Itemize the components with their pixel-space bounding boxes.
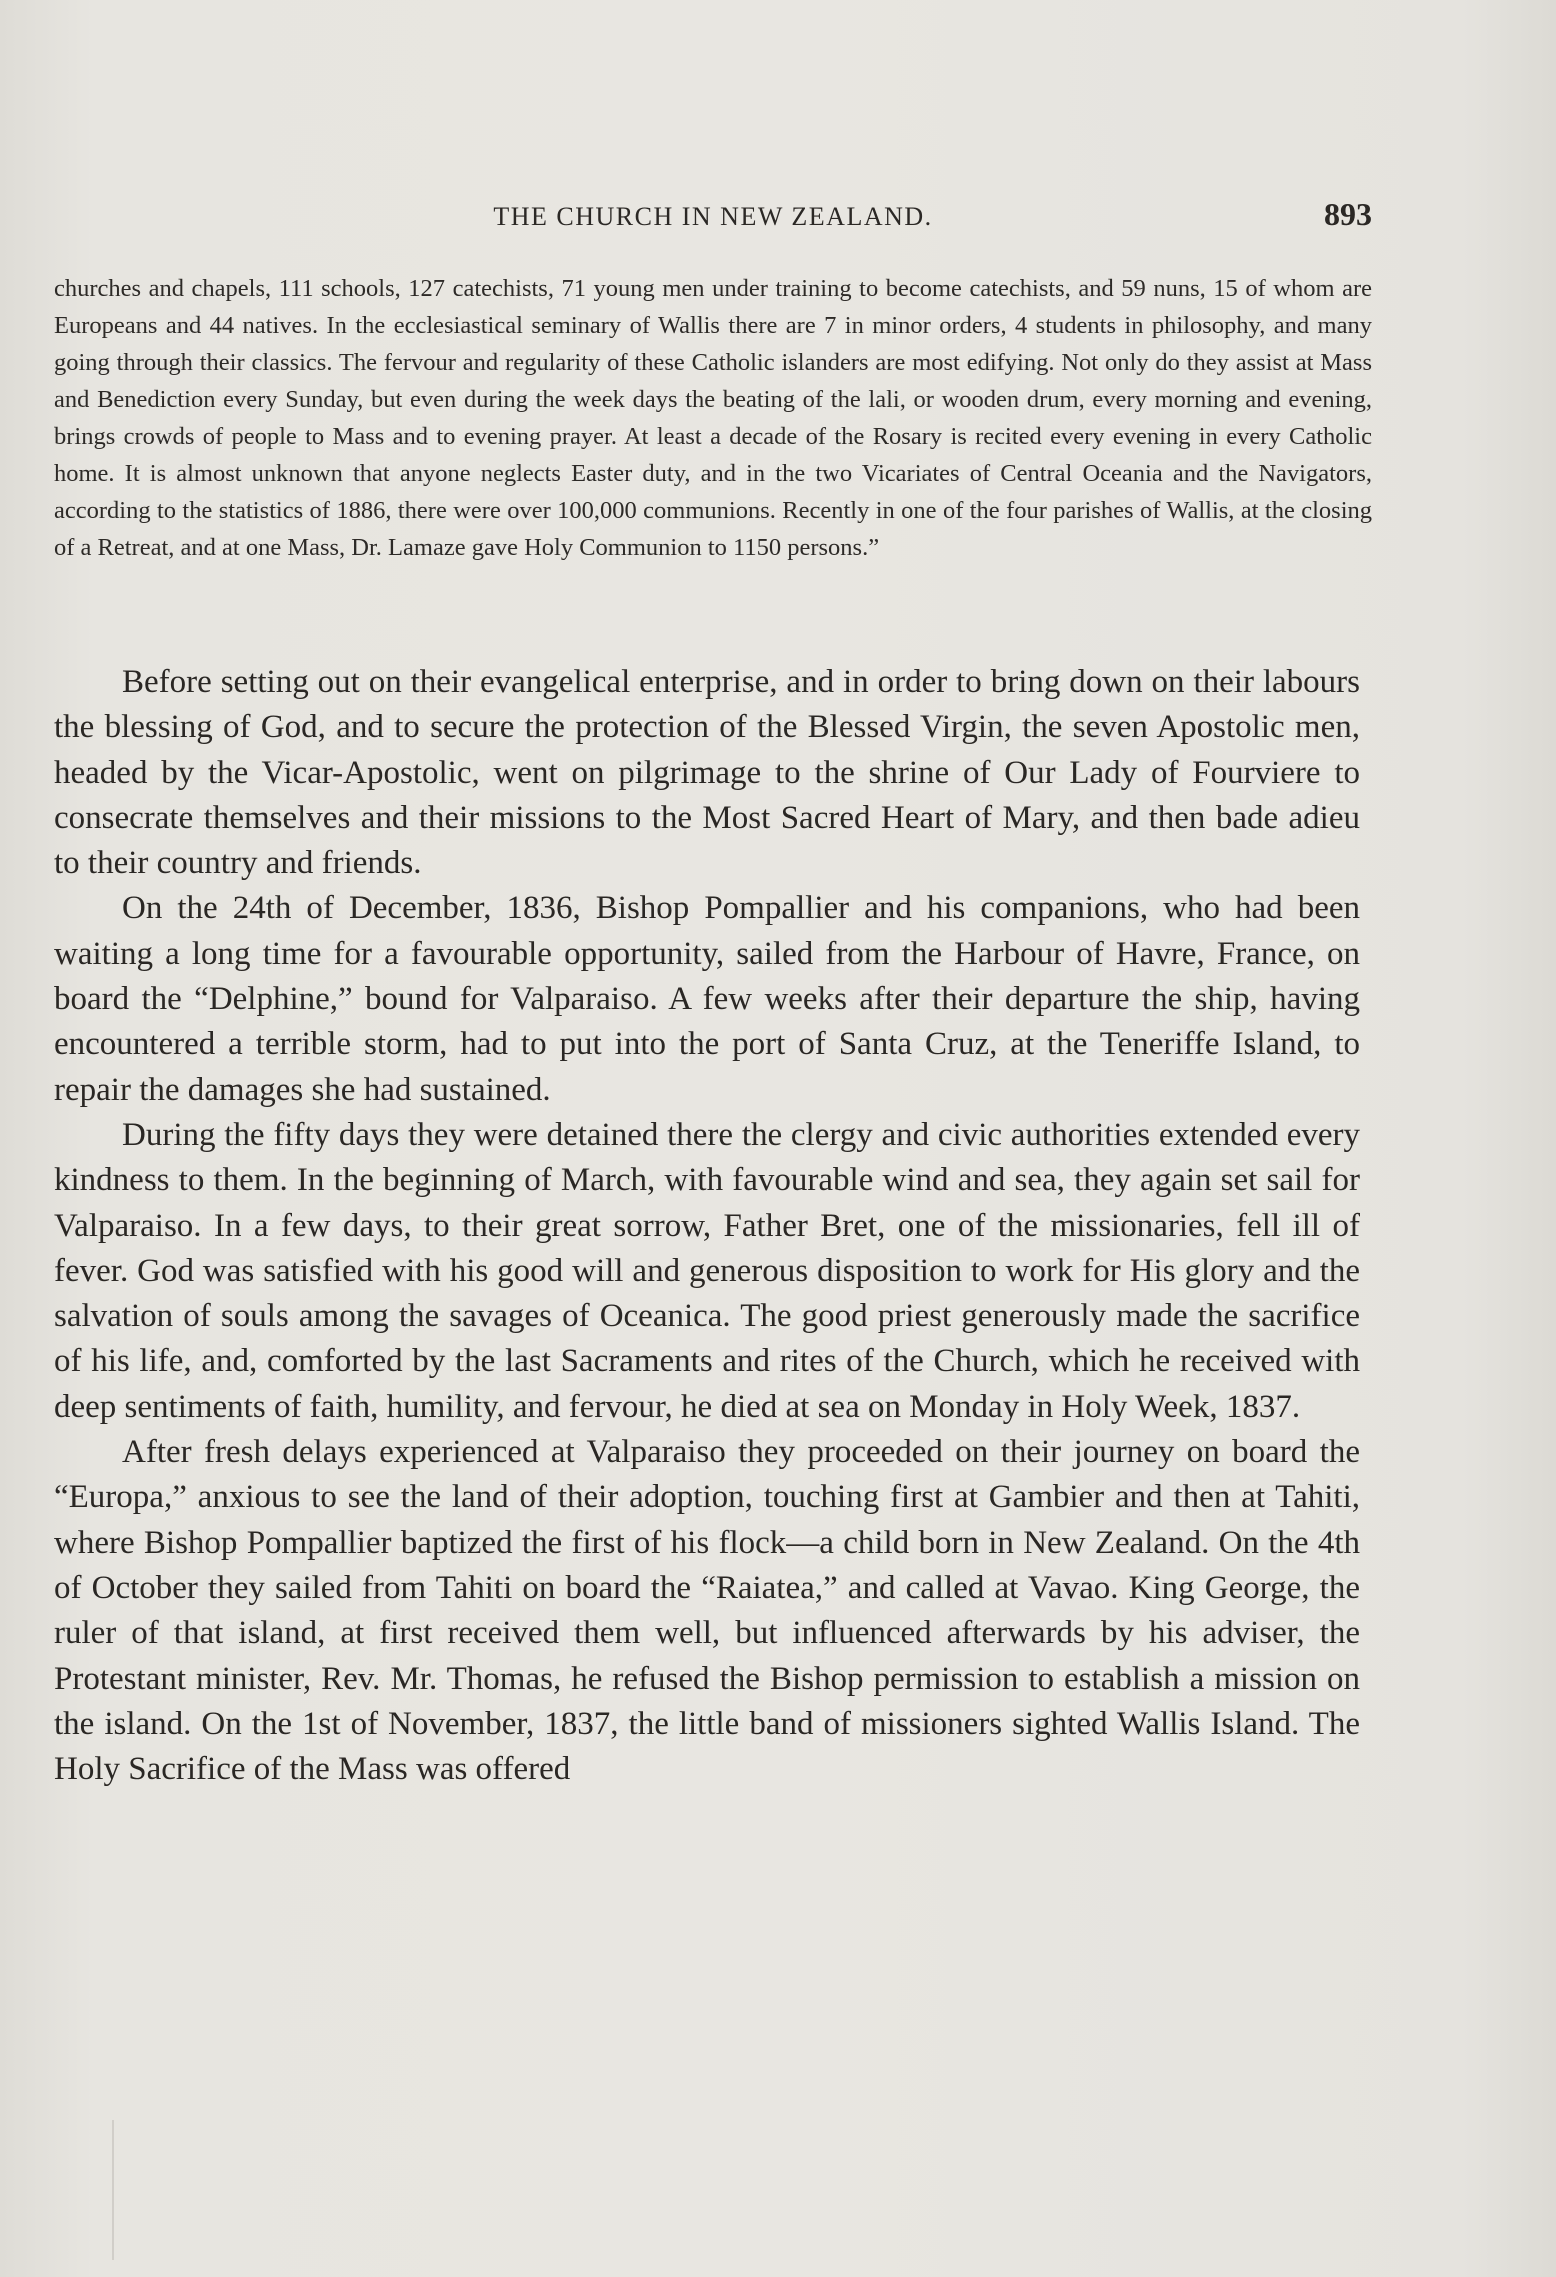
main-text <box>54 660 1360 1792</box>
running-title: THE CHURCH IN NEW ZEALAND. <box>493 202 933 231</box>
paragraph-departure: On the 24th of December, 1836, Bishop Pompallier and his companions, who had been waiting a long time for a favourable opportunity, sailed from the Harbour of Havre, France, on board the “Delphine,” bound for Valparaiso. A few weeks after their departure the ship, having encountered a terrible storm, had to put into the port of Santa Cruz, at the Teneriffe Island, to repair the damages she had sustained. <box>54 890 1360 1108</box>
paragraph-pilgrimage: Before setting out on their evangelical enterprise, and in order to bring down on their labours the blessing of God, and to secure the protection of the Blessed Virgin, the seven Apostolic men, headed by the Vicar-Apostolic, went on pilgrimage to the shrine of Our Lady of Fourviere to consecrate themselves and their missions to the Most Sacred Heart of Mary, and then bade adieu to their country and friends. <box>54 664 1360 882</box>
paragraph-voyage: After fresh delays experienced at Valparaiso they proceeded on their journey on board the “Europa,” anxious to see the land of their adoption, touching first at Gambier and then at Tahiti, where Bishop Pompallier baptized the first of his flock—a child born in New Zealand. On the 4th of October they sailed from Tahiti on board the “Raiatea,” and called at Vavao. King George, the ruler of that island, at first received them well, but influenced afterwards by his adviser, the Protestant minister, Rev. Mr. Thomas, he refused the Bishop permission to establish a mission on the island. On the 1st of November, 1837, the little band of missioners sighted Wallis Island. The Holy Sacrifice of the Mass was offered <box>54 1434 1360 1788</box>
paragraph-father-bret: During the fifty days they were detained there the clergy and civic authorities extended every kindness to them. In the beginning of March, with favourable wind and sea, they again set sail for Valparaiso. In a few days, to their great sorrow, Father Bret, one of the missionaries, fell ill of fever. God was satisfied with his good will and generous disposition to work for His glory and the salvation of souls among the savages of Oceanica. The good priest generously made the sacrifice of his life, and, comforted by the last Sacraments and rites of the Church, which he received with deep sentiments of faith, humility, and fervour, he died at sea on Monday in Holy Week, 1837. <box>54 1116 1360 1425</box>
page-number: 893 <box>1324 196 1372 232</box>
quoted-passage <box>54 270 1372 566</box>
quoted-paragraph: churches and chapels, 111 schools, 127 catechists, 71 young men under training to become catechists, and 59 nuns, 15 of whom are Europeans and 44 natives. In the ecclesiastical seminary of Wallis there are 7 in minor orders, 4 students in philosophy, and many going through their classics. The fervour and regularity of these Catholic islanders are most edifying. Not only do they assist at Mass and Benediction every Sunday, but even during the week days the beating of the lali, or wooden drum, every morning and evening, brings crowds of people to Mass and to evening prayer. At least a decade of the Rosary is recited every evening in every Catholic home. It is almost unknown that anyone neglects Easter duty, and in the two Vicariates of Central Oceania and the Navigators, according to the statistics of 1886, there were over 100,000 communions. Recently in one of the four parishes of Wallis, at the closing of a Retreat, and at one Mass, Dr. Lamaze gave Holy Communion to 1150 persons.” <box>54 275 1372 561</box>
binding-mark <box>112 2120 114 2260</box>
page-header <box>54 196 1372 236</box>
